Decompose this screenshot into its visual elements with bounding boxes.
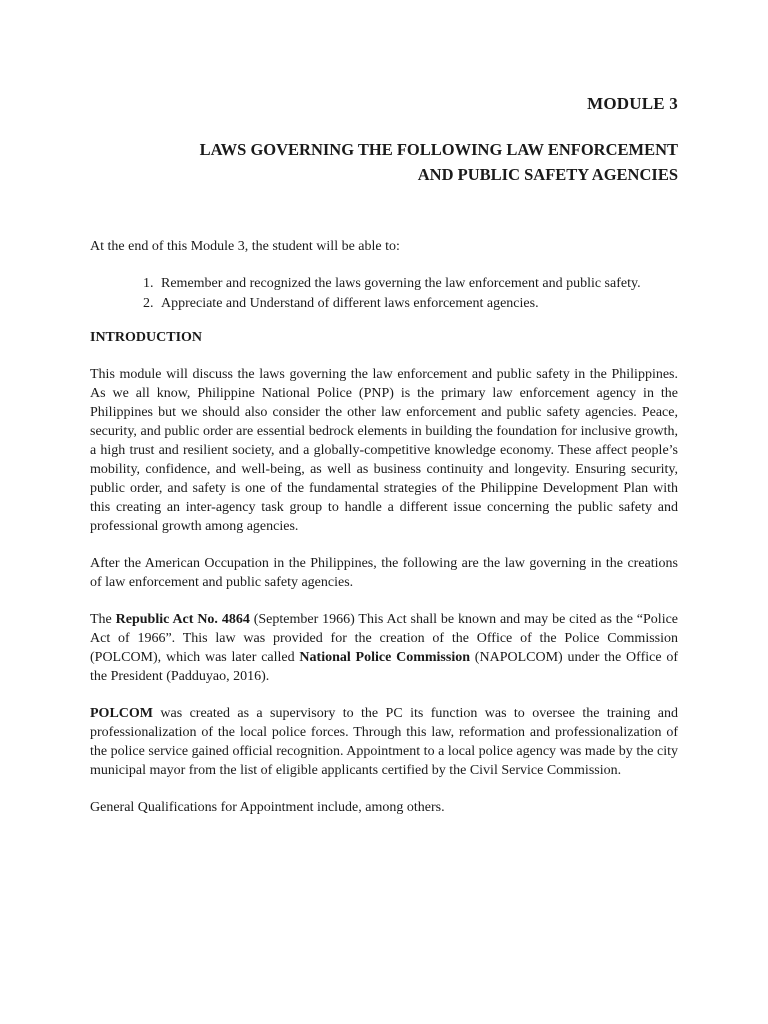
republic-act-paragraph bbox=[90, 610, 678, 686]
objective-item: 1. Remember and recognized the laws governing the law enforcement and public safety. bbox=[157, 274, 678, 293]
occupation-paragraph: After the American Occupation in the Philippines, the following are the law governing in the creations of law enforcement and public safety agencies. bbox=[90, 556, 678, 590]
napolcom-name: National Police Commission bbox=[299, 650, 471, 665]
text-run: (NAPOLCOM) under the Office of the President (Padduyao, 2016). bbox=[90, 650, 679, 684]
document-body bbox=[90, 237, 678, 835]
polcom-paragraph bbox=[90, 704, 678, 780]
page-title-line-1: LAWS GOVERNING THE FOLLOWING LAW ENFORCEMENT bbox=[199, 140, 678, 159]
introduction-paragraph: This module will discuss the laws governing the law enforcement and public safety in the Philippines. As we all know, Philippine National Police (PNP) is the primary law enforcement agency in the Philippines but we should also consider the other law enforcement and public safety agencies. Peace, security, and public order are essential bedrock elements in building the foundation for inclusive growth, a high trust and resilient society, and a globally-competitive knowledge economy. These affect people’s mobility, confidence, and well-being, as well as business continuity and longevity. Ensuring security, public order, and safety is one of the fundamental strategies of the Philippine Development Plan with this creating an inter-agency task group to handle a different issue concerning the public safety and professional growth among agencies. bbox=[90, 367, 678, 534]
republic-act-number: Republic Act No. 4864 bbox=[115, 612, 250, 627]
text-run: (September 1966) This Act shall be known and may be cited as the “Police Act of 1966”. This law was provided for the creation of the Office of the Police Commission (POLCOM), which was later called bbox=[90, 612, 679, 665]
introduction-heading: INTRODUCTION bbox=[90, 330, 203, 345]
qualifications-paragraph: General Qualifications for Appointment include, among others. bbox=[90, 800, 445, 815]
objective-item: 2. Appreciate and Understand of different laws enforcement agencies. bbox=[157, 294, 678, 313]
page-title bbox=[88, 137, 678, 187]
text-run: The bbox=[90, 612, 116, 627]
page-title-line-2: AND PUBLIC SAFETY AGENCIES bbox=[417, 165, 678, 184]
text-run: was created as a supervisory to the PC its function was to oversee the training and professionalization of the local police forces. Through this law, reformation and professionalization of the police service gained official recognition. Appointment to a local police agency was made by the city municipal mayor from the list of eligible applicants certified by the Civil Service Commission. bbox=[90, 706, 678, 778]
objectives-lead: At the end of this Module 3, the student will be able to: bbox=[90, 239, 400, 254]
polcom-term: POLCOM bbox=[90, 706, 153, 721]
module-label: MODULE 3 bbox=[587, 94, 678, 113]
objectives-list bbox=[90, 274, 678, 313]
